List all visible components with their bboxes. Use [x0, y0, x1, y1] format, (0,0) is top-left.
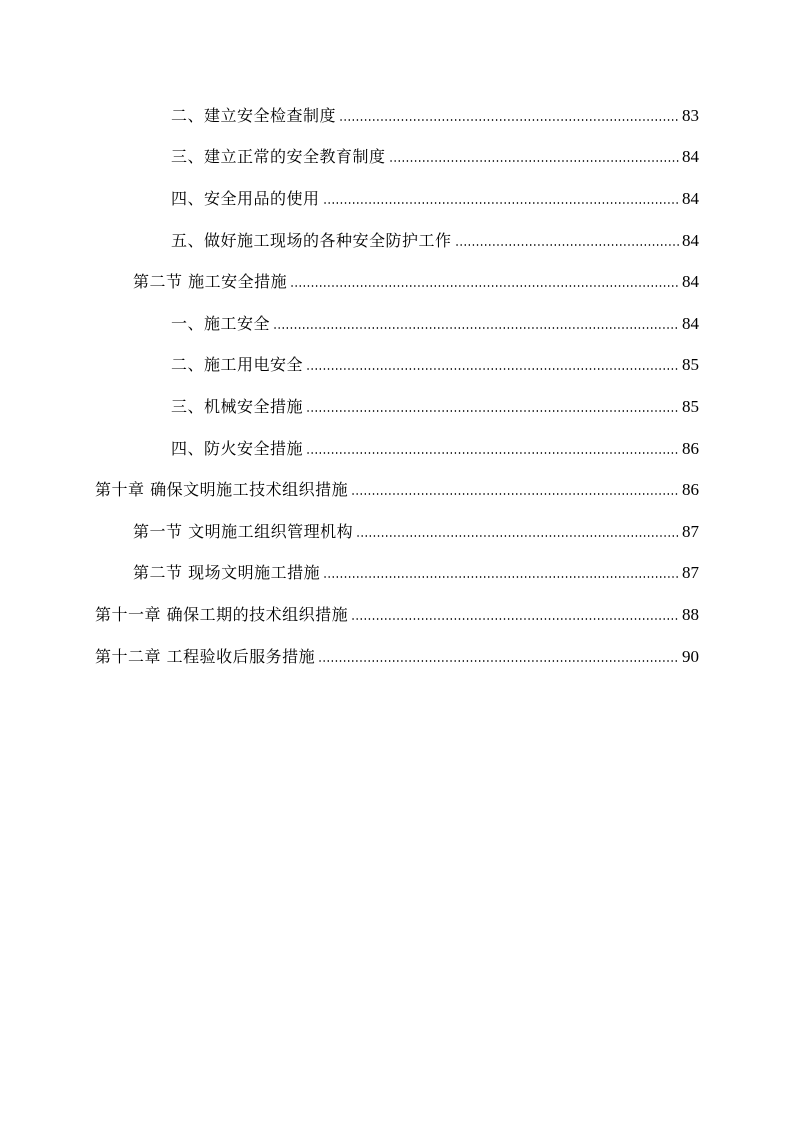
- toc-entry[interactable]: [0, 137, 793, 179]
- toc-dot-leader: [356, 535, 679, 537]
- toc-dot-leader: [306, 368, 679, 370]
- toc-dot-leader: [351, 618, 679, 620]
- toc-entry[interactable]: [0, 553, 793, 595]
- toc-entry[interactable]: [0, 178, 793, 220]
- toc-entry[interactable]: [0, 469, 793, 511]
- toc-entry[interactable]: [0, 428, 793, 470]
- toc-entry-title: 一、施工安全: [171, 313, 271, 333]
- toc-dot-leader: [339, 119, 679, 121]
- toc-page-number: 84: [682, 188, 699, 208]
- toc-dot-leader: [323, 576, 679, 578]
- toc-entry-title: 第十二章 工程验收后服务措施: [95, 646, 316, 666]
- toc-entry[interactable]: [0, 220, 793, 262]
- toc-entry-title: 第一节 文明施工组织管理机构: [133, 521, 354, 541]
- toc-entry-title: 第二节 现场文明施工措施: [133, 563, 321, 583]
- toc-entry-title: 二、施工用电安全: [171, 355, 304, 375]
- toc-page-number: 84: [682, 230, 699, 250]
- toc-dot-leader: [455, 244, 679, 246]
- toc-page-number: 84: [682, 147, 699, 167]
- toc-entry-title: 二、建立安全检查制度: [171, 105, 337, 125]
- toc-page-number: 85: [682, 355, 699, 375]
- toc-dot-leader: [273, 327, 679, 329]
- toc-entry[interactable]: [0, 511, 793, 553]
- toc-entry-title: 三、建立正常的安全教育制度: [171, 147, 386, 167]
- table-of-contents: [0, 95, 793, 677]
- toc-entry[interactable]: [0, 303, 793, 345]
- toc-page-number: 87: [682, 521, 699, 541]
- toc-page-number: 85: [682, 396, 699, 416]
- toc-entry-title: 五、做好施工现场的各种安全防护工作: [171, 230, 452, 250]
- toc-dot-leader: [389, 160, 679, 162]
- toc-page-number: 83: [682, 105, 699, 125]
- toc-page-number: 88: [682, 604, 699, 624]
- toc-page-number: 86: [682, 480, 699, 500]
- toc-entry[interactable]: [0, 594, 793, 636]
- toc-dot-leader: [323, 202, 679, 204]
- toc-dot-leader: [351, 493, 679, 495]
- toc-page-number: 87: [682, 563, 699, 583]
- toc-page-number: 84: [682, 313, 699, 333]
- toc-entry-title: 四、安全用品的使用: [171, 188, 320, 208]
- toc-entry-title: 三、机械安全措施: [171, 396, 304, 416]
- toc-entry[interactable]: [0, 386, 793, 428]
- toc-entry[interactable]: [0, 261, 793, 303]
- toc-entry-title: 第十章 确保文明施工技术组织措施: [95, 480, 349, 500]
- toc-page-number: 86: [682, 438, 699, 458]
- toc-entry[interactable]: [0, 636, 793, 678]
- toc-entry-title: 第十一章 确保工期的技术组织措施: [95, 604, 349, 624]
- toc-entry[interactable]: [0, 345, 793, 387]
- toc-dot-leader: [290, 285, 679, 287]
- toc-dot-leader: [306, 410, 679, 412]
- toc-entry[interactable]: [0, 95, 793, 137]
- toc-entry-title: 四、防火安全措施: [171, 438, 304, 458]
- toc-page-number: 84: [682, 272, 699, 292]
- toc-dot-leader: [306, 452, 679, 454]
- toc-entry-title: 第二节 施工安全措施: [133, 272, 288, 292]
- toc-dot-leader: [318, 660, 679, 662]
- toc-page-number: 90: [682, 646, 699, 666]
